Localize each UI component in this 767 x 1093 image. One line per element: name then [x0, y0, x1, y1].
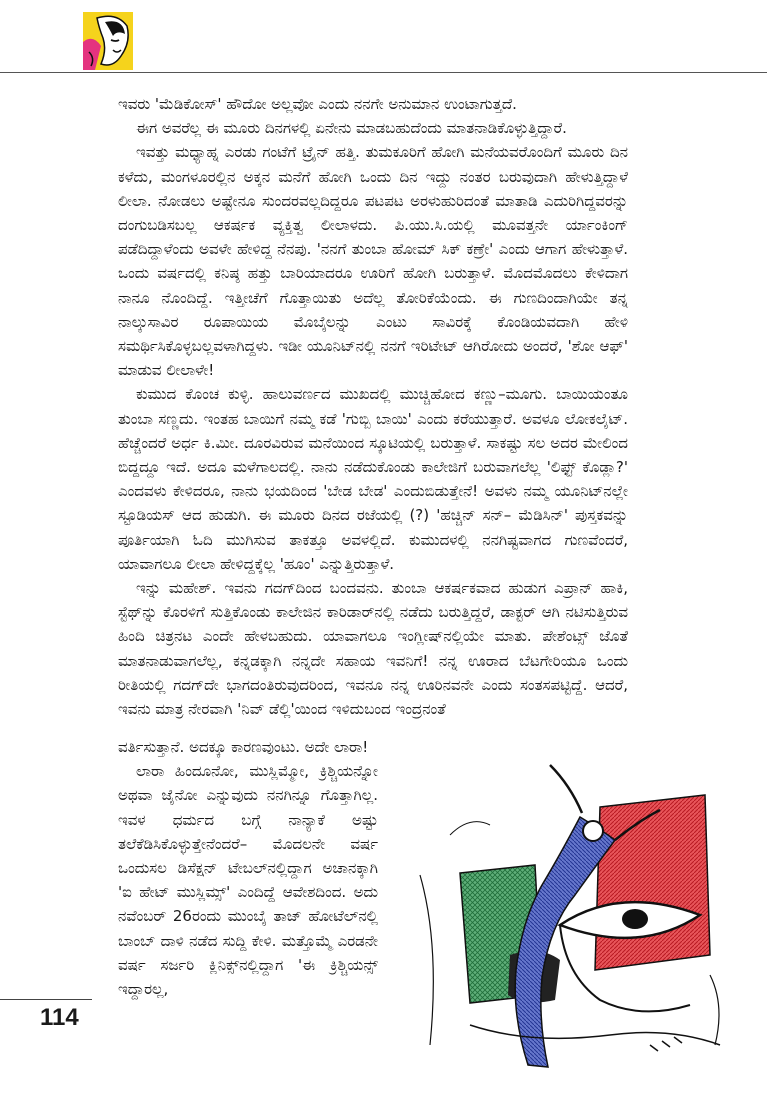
paragraph: ಇವರು 'ಮೆಡಿಕೋಸ್' ಹೌದೋ ಅಲ್ಲವೋ ಎಂದು ನನಗೇ ಅನುಮಾನ ಉಂಟಾಗುತ್ತದೆ.	[118, 95, 517, 113]
paragraph: ಲಾರಾ ಹಿಂದೂನೋ, ಮುಸ್ಲಿಮ್ಮೋ, ಕ್ರಿಶ್ಚಿಯನ್ನೋ ಅಥವಾ ಜೈನೋ ಎನ್ನುವುದು ನನಗಿನ್ನೂ ಗೊತ್ತಾಗಿಲ್ಲ. ಇವಳ ಧರ್ಮದ ಬಗ್ಗೆ ನಾನ್ಯಾಕೆ ಅಷ್ಟು ತಲೆಕೆಡಿಸಿಕೊಳ್ಳುತ್ತೇನೆಂದರೆ– ಮೊದಲನೇ ವರ್ಷ ಒಂದುಸಲ ಡಿಸೆಕ್ಷನ್ ಟೇಬಲ್‌ನಲ್ಲಿದ್ದಾಗ ಅಚಾನಕ್ಕಾಗಿ 'ಐ ಹೇಟ್ ಮುಸ್ಲಿಮ್ಸ್' ಎಂದಿದ್ದೆ ಆವೇಶದಿಂದ. ಅದು ನವೆಂಬರ್ 26ರಂದು ಮುಂಬೈ ತಾಜ್ ಹೋಟೆಲ್‌ನಲ್ಲಿ ಬಾಂಬ್ ದಾಳಿ ನಡೆದ ಸುದ್ದಿ ಕೇಳಿ. ಮತ್ತೊಮ್ಮೆ ಎರಡನೇ ವರ್ಷ ಸರ್ಜರಿ ಕ್ಲಿನಿಕ್ಸ್‌ನಲ್ಲಿದ್ದಾಗ 'ಈ ಕ್ರಿಶ್ಚಿಯನ್ಸ್ ಇದ್ದಾರಲ್ಲ,	[118, 762, 378, 999]
header-rule	[0, 72, 767, 73]
paragraph: ಈಗ ಅವರೆಲ್ಲ ಈ ಮೂರು ದಿನಗಳಲ್ಲಿ ಏನೇನು ಮಾಡಬಹುದೆಂದು ಮಾತನಾಡಿಕೊಳ್ಳುತ್ತಿದ್ದಾರೆ.	[136, 119, 567, 138]
illustration-artwork	[410, 745, 740, 1090]
paragraph: ಕುಮುದ ಕೊಂಚ ಕುಳ್ಳಿ. ಹಾಲುವರ್ಣದ ಮುಖದಲ್ಲಿ ಮುಚ್ಚಿಹೋದ ಕಣ್ಣು–ಮೂಗು. ಬಾಯಿಯಂತೂ ತುಂಬಾ ಸಣ್ಣದು. ಇಂತಹ ಬಾಯಿಗೆ ನಮ್ಮ ಕಡೆ 'ಗುಬ್ಬಿ ಬಾಯಿ' ಎಂದು ಕರೆಯುತ್ತಾರೆ. ಅವಳೂ ಲೋಕಲೈಟ್. ಹೆಚ್ಚೆಂದರೆ ಅರ್ಧ ಕಿ.ಮೀ. ದೂರವಿರುವ ಮನೆಯಿಂದ ಸ್ಕೂಟಿಯಲ್ಲಿ ಬರುತ್ತಾಳೆ. ಸಾಕಷ್ಟು ಸಲ ಅದರ ಮೇಲಿಂದ ಬಿದ್ದದ್ದೂ ಇದೆ. ಅದೂ ಮಳೆಗಾಲದಲ್ಲಿ. ನಾನು ನಡೆದುಕೊಂಡು ಕಾಲೇಜಿಗೆ ಬರುವಾಗಲೆಲ್ಲ 'ಲಿಫ್ಟ್ ಕೊಡ್ಲಾ?' ಎಂದವಳು ಕೇಳಿದರೂ, ನಾನು ಭಯದಿಂದ 'ಬೇಡ ಬೇಡ' ಎಂದುಬಿಡುತ್ತೇನೆ! ಅವಳು ನಮ್ಮ ಯೂನಿಟ್‌ನಲ್ಲೇ ಸ್ಟೂಡಿಯಸ್ ಆದ ಹುಡುಗಿ. ಈ ಮೂರು ದಿನದ ರಜೆಯಲ್ಲಿ (?) 'ಹಚ್ಚಿನ್ ಸನ್– ಮೆಡಿಸಿನ್' ಪುಸ್ತಕವನ್ನು ಪೂರ್ತಿಯಾಗಿ ಓದಿ ಮುಗಿಸುವ ತಾಕತ್ತೂ ಅವಳಲ್ಲಿದೆ. ಕುಮುದಳಲ್ಲಿ ನನಗಿಷ್ಟವಾಗದ ಗುಣವೆಂದರೆ, ಯಾವಾಗಲೂ ಲೀಲಾ ಹೇಳಿದ್ದಕ್ಕೆಲ್ಲ 'ಹೂಂ' ಎನ್ನುತ್ತಿರುತ್ತಾಳೆ.	[118, 385, 628, 573]
page-number: 114	[40, 1004, 79, 1031]
paragraph: ವರ್ತಿಸುತ್ತಾನೆ. ಅದಕ್ಕೂ ಕಾರಣವುಂಟು. ಅದೇ ಲಾರಾ!	[118, 738, 369, 756]
paragraph: ಇನ್ನು ಮಹೇಶ್. ಇವನು ಗದಗ್‌ದಿಂದ ಬಂದವನು. ತುಂಬಾ ಆಕರ್ಷಕವಾದ ಹುಡುಗ ಎಪ್ರಾನ್ ಹಾಕಿ, ಸ್ಟೆಥ್‌ನ್ನು ಕೊರಳಿಗೆ ಸುತ್ತಿಕೊಂಡು ಕಾಲೇಜಿನ ಕಾರಿಡಾರ್‌ನಲ್ಲಿ ನಡೆದು ಬರುತ್ತಿದ್ದರೆ, ಡಾಕ್ಟರ್ ಆಗಿ ನಟಿಸುತ್ತಿರುವ ಹಿಂದಿ ಚಿತ್ರನಟ ಎಂದೇ ಹೇಳಬಹುದು. ಯಾವಾಗಲೂ ಇಂಗ್ಲೀಷ್‌ನಲ್ಲಿಯೇ ಮಾತು. ಪೇಶೆಂಟ್ಸ್ ಜೊತೆ ಮಾತನಾಡುವಾಗಲೆಲ್ಲ, ಕನ್ನಡಕ್ಕಾಗಿ ನನ್ನದೇ ಸಹಾಯ ಇವನಿಗೆ! ನನ್ನ ಊರಾದ ಬೆಟಗೇರಿಯೂ ಒಂದು ರೀತಿಯಲ್ಲಿ ಗದಗ್‌ದೇ ಭಾಗದಂತಿರುವುದರಿಂದ, ಇವನೂ ನನ್ನ ಊರಿನವನೇ ಎಂದು ಸಂತಸಪಟ್ಟಿದ್ದೆ. ಆದರೆ, ಇವನು ಮಾತ್ರ ನೇರವಾಗಿ 'ನಿವ್ ಡೆಲ್ಲಿ'ಯಿಂದ ಇಳಿದುಬಂದ ಇಂದ್ರನಂತೆ	[118, 579, 628, 719]
magazine-logo	[83, 12, 133, 70]
paragraph: ಇವತ್ತು ಮಧ್ಯಾಹ್ನ ಎರಡು ಗಂಟೆಗೆ ಟ್ರೈನ್ ಹತ್ತಿ. ತುಮಕೂರಿಗೆ ಹೋಗಿ ಮನೆಯವರೊಂದಿಗೆ ಮೂರು ದಿನ ಕಳೆದು, ಮಂಗಳೂರಲ್ಲಿನ ಅಕ್ಕನ ಮನೆಗೆ ಹೋಗಿ ಒಂದು ದಿನ ಇದ್ದು ನಂತರ ಬರುವುದಾಗಿ ಹೇಳುತ್ತಿದ್ದಾಳೆ ಲೀಲಾ. ನೋಡಲು ಅಷ್ಟೇನೂ ಸುಂದರವಲ್ಲದಿದ್ದರೂ ಪಟಪಟ ಅರಳುಹುರಿದಂತೆ ಮಾತಾಡಿ ಎದುರಿಗಿದ್ದವರನ್ನು ದಂಗುಬಡಿಸಬಲ್ಲ ಆಕರ್ಷಕ ವ್ಯಕ್ತಿತ್ವ ಲೀಲಾಳದು. ಪಿ.ಯು.ಸಿ.ಯಲ್ಲಿ ಮೂವತ್ತನೇ ರ್ಯಾಂಕಿಂಗ್ ಪಡೆದಿದ್ದಾಳೆಂದು ಅವಳೇ ಹೇಳಿದ್ದ ನೆನಪು. 'ನನಗೆ ತುಂಬಾ ಹೋಮ್ ಸಿಕ್ ಕಣ್ರೇ' ಎಂದು ಆಗಾಗ ಹೇಳುತ್ತಾಳೆ. ಒಂದು ವರ್ಷದಲ್ಲಿ ಕನಿಷ್ಠ ಹತ್ತು ಬಾರಿಯಾದರೂ ಊರಿಗೆ ಹೋಗಿ ಬರುತ್ತಾಳೆ. ಮೊದಮೊದಲು ಕೇಳಿದಾಗ ನಾನೂ ನೊಂದಿದ್ದೆ. ಇತ್ತೀಚೆಗೆ ಗೊತ್ತಾಯಿತು ಅದೆಲ್ಲ ತೋರಿಕೆಯೆಂದು. ಈ ಗುಣದಿಂದಾಗಿಯೇ ತನ್ನ ನಾಲ್ಕುಸಾವಿರ ರೂಪಾಯಿಯ ಮೊಬೈಲನ್ನು ಎಂಟು ಸಾವಿರಕ್ಕೆ ಕೊಂಡಿಯವದಾಗಿ ಹೇಳಿ ಸಮರ್ಥಿಸಿಕೊಳ್ಳಬಲ್ಲವಳಾಗಿದ್ದಳು. ಇಡೀ ಯೂನಿಟ್‌ನಲ್ಲಿ ನನಗೆ ಇರಿಟೇಟ್ ಆಗಿರೋದು ಅಂದರೆ, 'ಶೋ ಆಫ್' ಮಾಡುವ ಲೀಲಾಳೇ!	[118, 143, 628, 380]
article-side-column	[118, 735, 378, 1001]
article-body	[118, 92, 628, 721]
footer-rule	[0, 999, 92, 1000]
